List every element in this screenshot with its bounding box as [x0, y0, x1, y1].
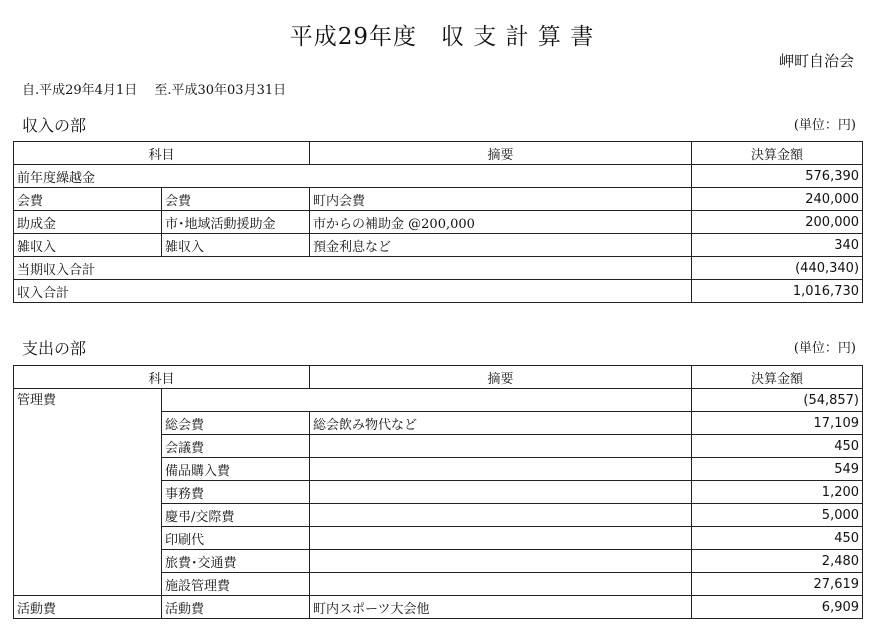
expense-amount: 1,200 — [692, 481, 863, 504]
expense-empty-cell — [162, 389, 692, 412]
expense-table — [13, 365, 863, 619]
column-header-item: 科目 — [14, 142, 310, 165]
expense-subcategory: 備品購入費 — [162, 458, 310, 481]
column-header-amount: 決算金額 — [692, 142, 863, 165]
income-category: 収入合計 — [14, 280, 692, 303]
expense-subcategory: 会議費 — [162, 435, 310, 458]
expense-subcategory: 総会費 — [162, 412, 310, 435]
column-header-memo: 摘要 — [310, 366, 692, 389]
income-category: 雑収入 — [14, 234, 162, 257]
expense-memo — [310, 435, 692, 458]
income-row-subsidy — [14, 211, 863, 234]
expense-amount: 450 — [692, 435, 863, 458]
income-header-row — [14, 142, 863, 165]
expense-unit-label: (単位：円) — [793, 341, 856, 356]
expense-category: 管理費 — [14, 389, 162, 596]
income-unit-label: (単位：円) — [793, 118, 856, 133]
expense-amount: 6,909 — [692, 596, 863, 619]
expense-subcategory: 活動費 — [162, 596, 310, 619]
expense-section-title: 支出の部 — [22, 339, 87, 358]
income-row-carryover — [14, 165, 863, 188]
expense-amount: 5,000 — [692, 504, 863, 527]
column-header-memo: 摘要 — [310, 142, 692, 165]
income-category: 前年度繰越金 — [14, 165, 692, 188]
expense-subcategory: 慶弔/交際費 — [162, 504, 310, 527]
expense-subcategory: 印刷代 — [162, 527, 310, 550]
expense-memo — [310, 458, 692, 481]
income-amount: (440,340) — [692, 257, 863, 280]
column-header-amount: 決算金額 — [692, 366, 863, 389]
expense-memo — [310, 504, 692, 527]
column-header-item: 科目 — [14, 366, 310, 389]
income-table — [13, 141, 863, 303]
expense-row-activity — [14, 596, 863, 619]
income-category: 助成金 — [14, 211, 162, 234]
income-subcategory: 市･地域活動援助金 — [162, 211, 310, 234]
income-amount: 576,390 — [692, 165, 863, 188]
expense-memo: 総会飲み物代など — [310, 412, 692, 435]
expense-row-management-total — [14, 389, 863, 412]
income-row-misc — [14, 234, 863, 257]
expense-amount: 17,109 — [692, 412, 863, 435]
expense-subcategory: 施設管理費 — [162, 573, 310, 596]
income-category: 当期収入合計 — [14, 257, 692, 280]
income-memo: 市からの補助金 @200,000 — [310, 211, 692, 234]
organization-name: 岬町自治会 — [778, 52, 854, 70]
income-row-fees — [14, 188, 863, 211]
income-section-title: 収入の部 — [22, 116, 87, 135]
income-amount: 340 — [692, 234, 863, 257]
expense-amount: 450 — [692, 527, 863, 550]
income-subcategory: 雑収入 — [162, 234, 310, 257]
expense-subcategory: 事務費 — [162, 481, 310, 504]
expense-subcategory: 旅費･交通費 — [162, 550, 310, 573]
expense-amount: (54,857) — [692, 389, 863, 412]
income-category: 会費 — [14, 188, 162, 211]
document-title: 平成29年度 収 支 計 算 書 — [289, 24, 595, 50]
expense-memo — [310, 550, 692, 573]
expense-category: 活動費 — [14, 596, 162, 619]
expense-amount: 27,619 — [692, 573, 863, 596]
income-row-grand-total — [14, 280, 863, 303]
expense-memo — [310, 527, 692, 550]
income-amount: 240,000 — [692, 188, 863, 211]
income-row-period-total — [14, 257, 863, 280]
income-amount: 200,000 — [692, 211, 863, 234]
expense-memo: 町内スポーツ大会他 — [310, 596, 692, 619]
expense-memo — [310, 481, 692, 504]
income-amount: 1,016,730 — [692, 280, 863, 303]
fiscal-period: 自.平成29年4月1日 至.平成30年03月31日 — [22, 83, 287, 98]
expense-memo — [310, 573, 692, 596]
expense-header-row — [14, 366, 863, 389]
income-subcategory: 会費 — [162, 188, 310, 211]
expense-amount: 2,480 — [692, 550, 863, 573]
income-memo: 町内会費 — [310, 188, 692, 211]
expense-amount: 549 — [692, 458, 863, 481]
income-memo: 預金利息など — [310, 234, 692, 257]
